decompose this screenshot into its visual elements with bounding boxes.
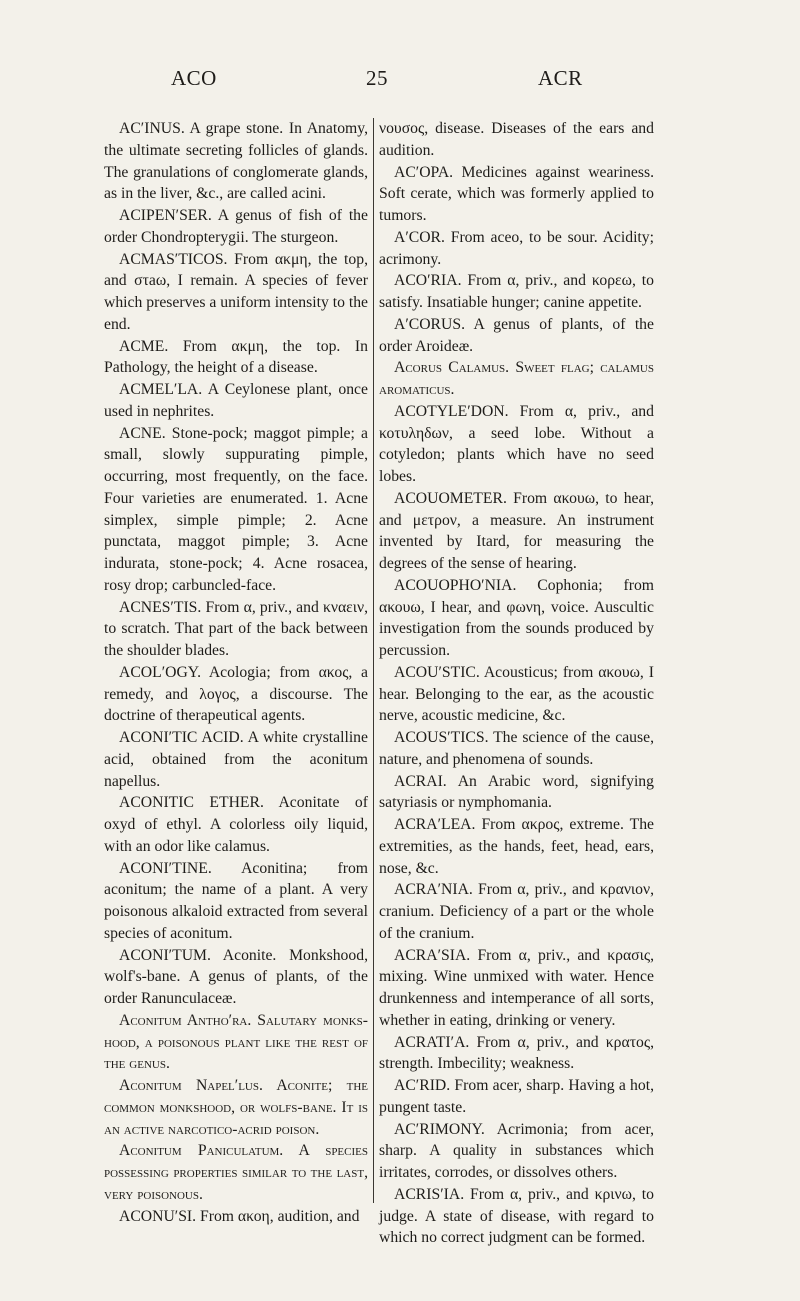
dictionary-entry: Acorus Calamus. Sweet flag; calamus aromaticus. xyxy=(379,359,654,398)
dictionary-entry: A′CORUS. A genus of plants, of the order Aroideæ. xyxy=(379,315,654,355)
dictionary-entry: ACOU′STIC. Acousticus; from ακουω, I hear. Belonging to the ear, as the acoustic nerve, acoustic medicine, &c. xyxy=(379,663,654,725)
dictionary-entry: ACOUOPHO′NIA. Cophonia; from ακουω, I hear, and φωνη, voice. Auscultic investigation from the sounds produced by percussion. xyxy=(379,576,654,659)
dictionary-entry: AC′RIMONY. Acrimonia; from acer, sharp. A quality in substances which irritates, corrodes, or dissolves others. xyxy=(379,1120,654,1181)
dictionary-entry: ACOUS′TICS. The science of the cause, nature, and phenomena of sounds. xyxy=(379,729,654,768)
dictionary-entry: ACONI′TINE. Aconitina; from aconitum; the name of a plant. A very poisonous alkaloid extracted from several species of aconitum. xyxy=(104,859,368,942)
dictionary-entry: ACME. From ακμη, the top. In Pathology, the height of a disease. xyxy=(104,337,368,377)
left-column xyxy=(104,118,368,1227)
dictionary-entry: ACMEL′LA. A Ceylonese plant, once used in nephrites. xyxy=(104,381,368,420)
dictionary-entry: ACONI′TIC ACID. A white crystalline acid, obtained from the aconitum napellus. xyxy=(104,729,368,790)
dictionary-entry: ACRA′LEA. From ακρος, extreme. The extremities, as the hands, feet, head, ears, nose, &c. xyxy=(379,816,654,877)
dictionary-entry: Aconitum Napel′lus. Aconite; the common monkshood, or wolfs-bane. It is an active narcotico-acrid poison. xyxy=(104,1077,368,1138)
dictionary-entry: ACRA′NIA. From α, priv., and κρανιον, cranium. Deficiency of a part or the whole of the cranium. xyxy=(379,881,654,942)
dictionary-entry: A′COR. From aceo, to be sour. Acidity; acrimony. xyxy=(379,228,654,268)
dictionary-entry: ACONU′SI. From ακοη, audition, and xyxy=(119,1207,360,1225)
page-number: 25 xyxy=(366,66,388,90)
dictionary-entry: ACIPEN′SER. A genus of fish of the order Chondropterygii. The sturgeon. xyxy=(104,207,368,246)
dictionary-entry: ACNE. Stone-pock; maggot pimple; a small, slowly suppurating pimple, occurring, most frequently, on the face. Four varieties are enumerated. 1. Acne simplex, simple pimple; 2. Acne punctata, maggot pimple; 3. Acne indurata, stone-pock; 4. Acne rosacea, rosy drop; carbuncled-face. xyxy=(104,424,368,594)
dictionary-entry: ACOL′OGY. Acologia; from ακος, a remedy, and λογος, a discourse. The doctrine of therapeutical agents. xyxy=(104,663,368,725)
dictionary-entry: ACRA′SIA. From α, priv., and κρασις, mixing. Wine unmixed with water. Hence drunkenness and intemperance of all sorts, whether in eating, drinking or venery. xyxy=(379,946,654,1029)
dictionary-entry: ACRIS′IA. From α, priv., and κρινω, to judge. A state of disease, with regard to which no correct judgment can be formed. xyxy=(379,1185,654,1247)
running-header xyxy=(0,66,800,96)
dictionary-entry: ACONI′TUM. Aconite. Monkshood, wolf's-bane. A genus of plants, of the order Ranunculaceæ. xyxy=(104,946,368,1007)
right-column xyxy=(379,118,654,1249)
dictionary-entry: AC′INUS. A grape stone. In Anatomy, the ultimate secreting follicles of glands. The granulations of conglomerate glands, as in the liver, &c., are called acini. xyxy=(104,120,368,203)
header-last-word: ACR xyxy=(538,66,583,90)
dictionary-entry: ACOUOMETER. From ακουω, to hear, and μετρον, a measure. An instrument invented by Itard, for measuring the degrees of the sense of hearing. xyxy=(379,489,654,572)
dictionary-entry: ACRAI. An Arabic word, signifying satyriasis or nymphomania. xyxy=(379,772,654,812)
dictionary-entry: Aconitum Antho′ra. Salutary monks-hood, a poisonous plant like the rest of the genus. xyxy=(104,1011,368,1073)
dictionary-entry: ACRATI′A. From α, priv., and κρατος, strength. Imbecility; weakness. xyxy=(379,1033,654,1073)
dictionary-entry: Aconitum Paniculatum. A species possessing properties similar to the last, very poisonous. xyxy=(104,1142,368,1203)
dictionary-entry: AC′OPA. Medicines against weariness. Soft cerate, which was formerly applied to tumors. xyxy=(379,163,654,224)
dictionary-entry: ACONITIC ETHER. Aconitate of oxyd of ethyl. A colorless oily liquid, with an odor like calamus. xyxy=(104,794,368,855)
dictionary-entry: AC′RID. From acer, sharp. Having a hot, pungent taste. xyxy=(379,1077,654,1116)
dictionary-entry: ACNES′TIS. From α, priv., and κναειν, to scratch. That part of the back between the shoulder blades. xyxy=(104,598,368,659)
column-divider xyxy=(373,118,374,1203)
dictionary-entry: ACO′RIA. From α, priv., and κορεω, to satisfy. Insatiable hunger; canine appetite. xyxy=(379,272,654,311)
dictionary-entry: ACMAS′TICOS. From ακμη, the top, and στaω, I remain. A species of fever which preserves a uniform intensity to the end. xyxy=(104,250,369,333)
header-first-word: ACO xyxy=(171,66,217,90)
dictionary-entry-continued: νουσος, disease. Diseases of the ears and audition. xyxy=(379,120,654,159)
dictionary-entry: ACOTYLE′DON. From α, priv., and κοτυληδων, a seed lobe. Without a cotyledon; plants which have no seed lobes. xyxy=(379,402,654,485)
